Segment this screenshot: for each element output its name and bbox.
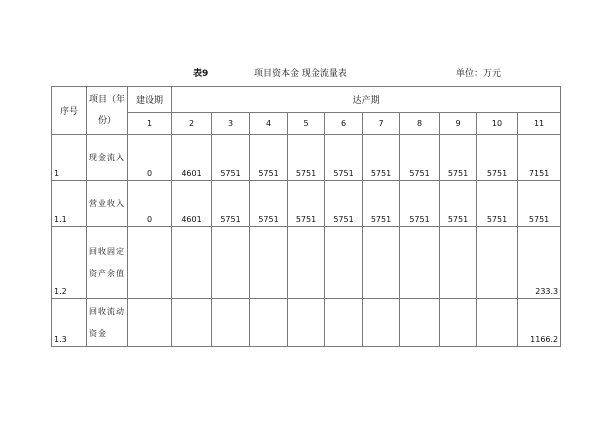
year-cell: 4 xyxy=(250,113,288,135)
table-row xyxy=(52,181,561,227)
year-cell: 1 xyxy=(128,113,172,135)
value-cell xyxy=(250,227,288,299)
cash-flow-table xyxy=(51,86,561,347)
row-name: 回收固定资产余值 xyxy=(87,227,128,299)
value-cell: 5751 xyxy=(518,181,561,227)
row-number: 1.3 xyxy=(52,299,87,347)
value-cell: 5751 xyxy=(400,135,440,181)
value-cell: 5751 xyxy=(363,135,400,181)
row-number: 1.1 xyxy=(52,181,87,227)
value-cell xyxy=(212,299,250,347)
value-cell xyxy=(250,299,288,347)
value-cell xyxy=(288,227,325,299)
value-cell: 5751 xyxy=(325,181,363,227)
row-name: 营业收入 xyxy=(87,181,128,227)
value-cell xyxy=(440,227,477,299)
value-cell: 7151 xyxy=(518,135,561,181)
year-cell: 10 xyxy=(477,113,518,135)
year-cell: 9 xyxy=(440,113,477,135)
value-cell: 5751 xyxy=(440,135,477,181)
value-cell xyxy=(400,227,440,299)
value-cell: 4601 xyxy=(172,181,212,227)
value-cell: 0 xyxy=(128,181,172,227)
value-cell xyxy=(477,227,518,299)
row-number: 1.2 xyxy=(52,227,87,299)
table-row xyxy=(52,227,561,299)
value-cell: 5751 xyxy=(250,181,288,227)
item-header: 项目（年份） xyxy=(87,87,128,135)
value-cell xyxy=(363,227,400,299)
value-cell xyxy=(172,299,212,347)
value-cell xyxy=(128,299,172,347)
row-name: 回收流动资金 xyxy=(87,299,128,347)
value-cell: 5751 xyxy=(440,181,477,227)
year-cell: 11 xyxy=(518,113,561,135)
value-cell: 5751 xyxy=(212,135,250,181)
value-cell: 5751 xyxy=(363,181,400,227)
header-row-1 xyxy=(52,87,561,113)
table-number: 表9 xyxy=(193,69,209,79)
value-cell xyxy=(325,299,363,347)
value-cell: 5751 xyxy=(288,135,325,181)
value-cell: 5751 xyxy=(288,181,325,227)
row-name: 现金流入 xyxy=(87,135,128,181)
value-cell xyxy=(477,299,518,347)
table-row xyxy=(52,135,561,181)
value-cell xyxy=(440,299,477,347)
value-cell xyxy=(128,227,172,299)
row-number: 1 xyxy=(52,135,87,181)
value-cell: 1166.2 xyxy=(518,299,561,347)
year-cell: 5 xyxy=(288,113,325,135)
value-cell: 5751 xyxy=(325,135,363,181)
table-row xyxy=(52,299,561,347)
value-cell xyxy=(212,227,250,299)
value-cell: 0 xyxy=(128,135,172,181)
year-cell: 8 xyxy=(400,113,440,135)
unit-label: 单位：万元 xyxy=(456,69,502,79)
production-header: 达产期 xyxy=(172,87,561,113)
value-cell xyxy=(172,227,212,299)
value-cell: 5751 xyxy=(212,181,250,227)
value-cell xyxy=(325,227,363,299)
value-cell: 5751 xyxy=(400,181,440,227)
value-cell xyxy=(288,299,325,347)
year-cell: 6 xyxy=(325,113,363,135)
value-cell: 4601 xyxy=(172,135,212,181)
header-row-2 xyxy=(52,113,561,135)
seq-header: 序号 xyxy=(52,87,87,135)
value-cell xyxy=(400,299,440,347)
value-cell: 5751 xyxy=(250,135,288,181)
value-cell xyxy=(363,299,400,347)
value-cell: 5751 xyxy=(477,135,518,181)
value-cell: 233.3 xyxy=(518,227,561,299)
year-cell: 3 xyxy=(212,113,250,135)
value-cell: 5751 xyxy=(477,181,518,227)
year-cell: 7 xyxy=(363,113,400,135)
construction-header: 建设期 xyxy=(128,87,172,113)
year-cell: 2 xyxy=(172,113,212,135)
table-title: 项目资本金 现金流量表 xyxy=(254,69,347,79)
